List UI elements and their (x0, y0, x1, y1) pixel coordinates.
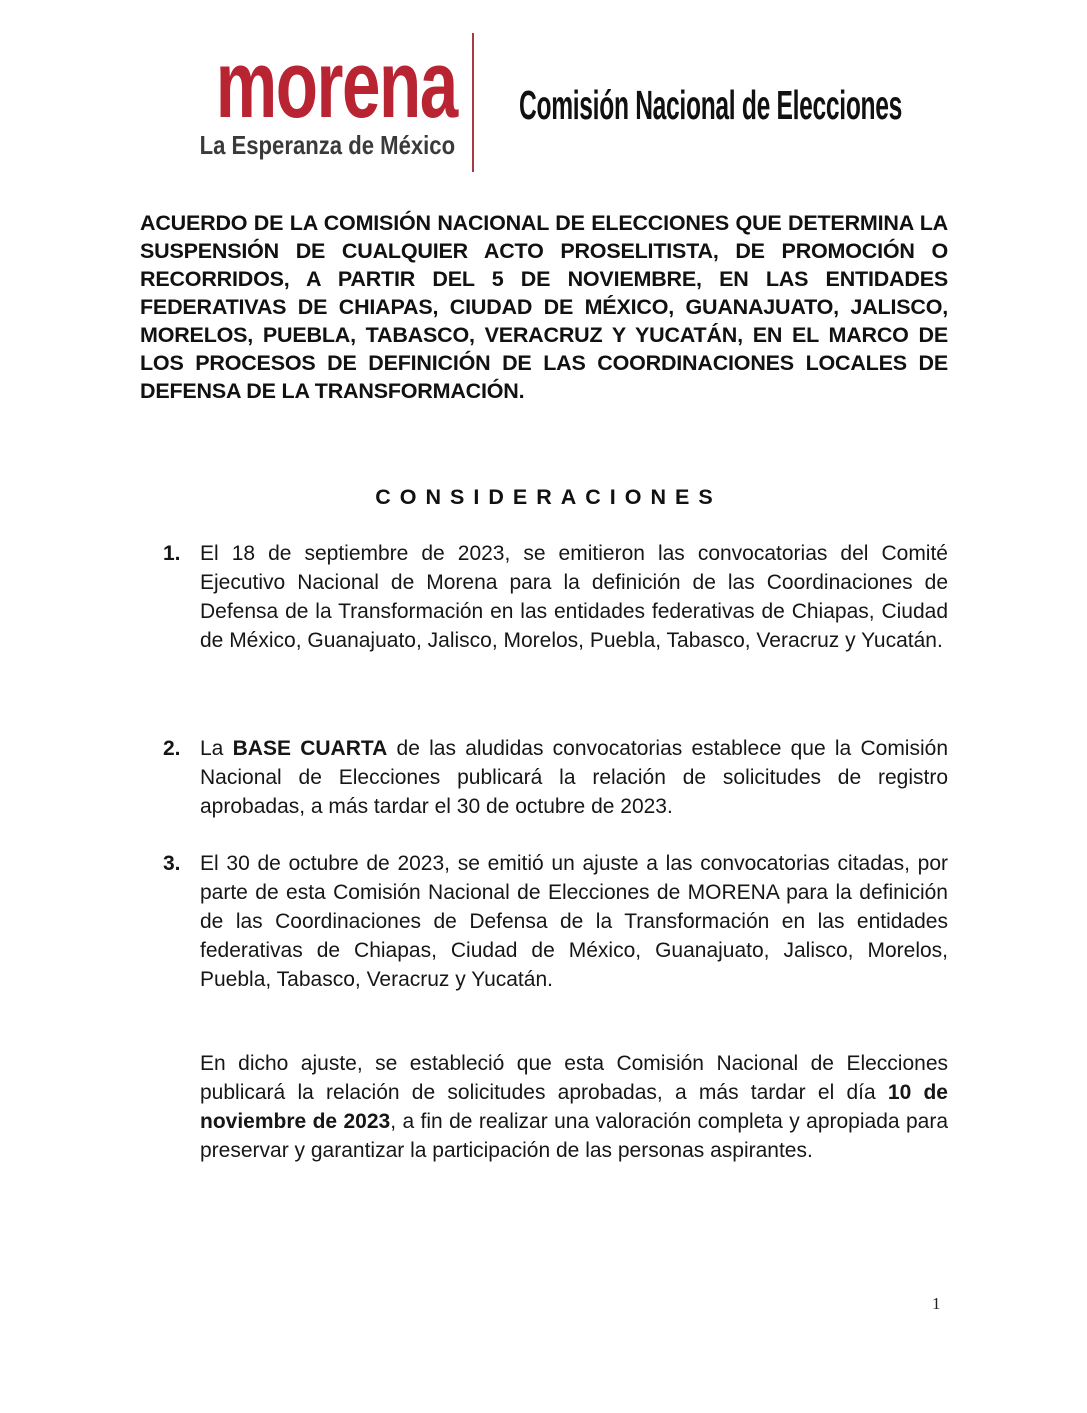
continuation-paragraph (200, 1049, 948, 1165)
logo-wordmark: morena (215, 31, 457, 138)
continuation-pre: En dicho ajuste, se estableció que esta Comisión Nacional de Elecciones publicará la relación de solicitudes aprobadas, a más tardar el día (200, 1052, 948, 1104)
logo-tagline: La Esperanza de México (199, 130, 456, 160)
item-number: 3. (163, 852, 181, 875)
continuation-post: , a fin de realizar una valoración completa y apropiada para preservar y garantizar la participación de las personas aspirantes. (200, 1110, 948, 1162)
document-title: ACUERDO DE LA COMISIÓN NACIONAL DE ELECCIONES QUE DETERMINA LA SUSPENSIÓN DE CUALQUIER ACTO PROSELITISTA, DE PROMOCIÓN O RECORRIDOS, A PARTIR DEL 5 DE NOVIEMBRE, EN LAS ENTIDADES FEDERATIVAS DE CHIAPAS, CIUDAD DE MÉXICO, GUANAJUATO, JALISCO, MORELOS, PUEBLA, TABASCO, VERACRUZ Y YUCATÁN, EN EL MARCO DE LOS PROCESOS DE DEFINICIÓN DE LAS COORDINACIONES LOCALES DE DEFENSA DE LA TRANSFORMACIÓN. (140, 211, 948, 403)
item-text-pre: La (200, 737, 233, 760)
page-number: 1 (932, 1294, 941, 1313)
item-text-bold: BASE CUARTA (232, 737, 388, 760)
item-number: 2. (163, 737, 181, 760)
consideration-item-2 (163, 734, 948, 821)
consideration-item-3 (163, 849, 948, 994)
section-heading: CONSIDERACIONES (375, 485, 722, 509)
header-divider (472, 33, 474, 172)
item-text: El 18 de septiembre de 2023, se emitieron las convocatorias del Comité Ejecutivo Nacional de Morena para la definición de las Coordinaciones de Defensa de la Transformación en las entidades federativas de Chiapas, Ciudad de México, Guanajuato, Jalisco, Morelos, Puebla, Tabasco, Veracruz y Yucatán. (200, 542, 948, 652)
item-text-post: de las aludidas convocatorias establece que la Comisión Nacional de Elecciones publicará la relación de solicitudes de registro aprobadas, a más tardar el 30 de octubre de 2023. (200, 737, 949, 818)
item-number: 1. (163, 542, 181, 565)
morena-logo (181, 31, 457, 160)
item-text: El 30 de octubre de 2023, se emitió un ajuste a las convocatorias citadas, por parte de esta Comisión Nacional de Elecciones de MORENA para la definición de las Coordinaciones de Defensa de la Transformación en las entidades federativas de Chiapas, Ciudad de México, Guanajuato, Jalisco, Morelos, Puebla, Tabasco, Veracruz y Yucatán. (200, 852, 948, 991)
org-title: Comisión Nacional de Elecciones (519, 82, 903, 128)
item-text (200, 734, 948, 821)
continuation-bold: 10 de noviembre de 2023 (200, 1081, 948, 1133)
consideration-item-1 (163, 539, 948, 655)
